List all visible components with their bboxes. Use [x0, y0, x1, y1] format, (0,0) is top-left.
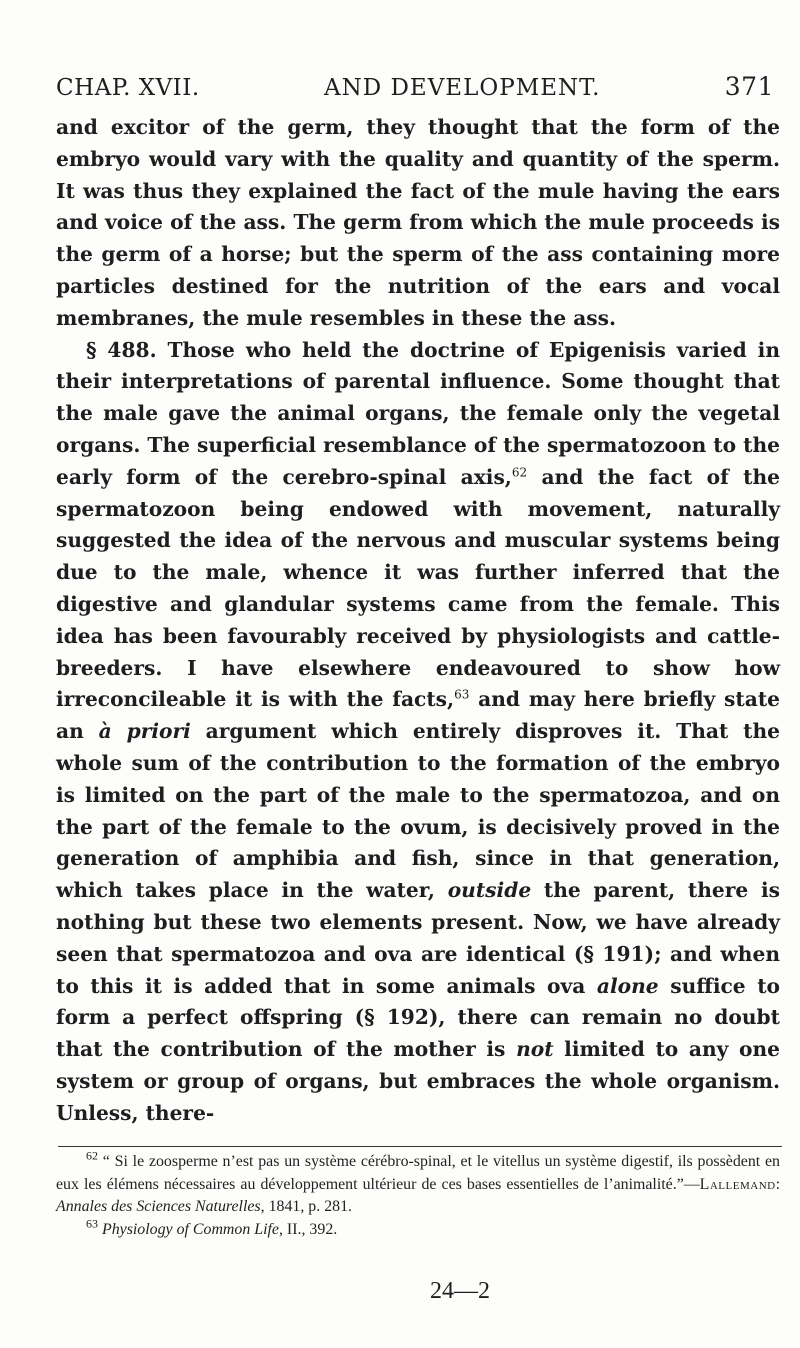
footnote-divider — [58, 1146, 782, 1147]
footnote-text: : — [775, 1175, 780, 1193]
footnote-author: Lallemand — [699, 1175, 776, 1193]
chapter-label: CHAP. XVII. — [56, 75, 200, 101]
body-text — [56, 112, 780, 1130]
text-run: the parent, there is nothing but these two elements present. Now, we have already seen that spermatozoa and ova are identical (§ 191); and when to this it is added that in some animals ova — [56, 878, 781, 998]
footnote-text: “ Si le zoosperme n’est pas un système cérébro-spinal, et le vitellus un système digestif, ils possèdent en eux les élémens nécessaires au développement ultérieur de ces bases essentielles de l’animalité.”— — [56, 1153, 780, 1193]
text-run: § 488. Those who held the doctrine of Epigenisis varied in their interpretations of parental influence. Some thought that the male gave the animal organs, the female only the vegetal organs. The superficial resemblance of the spermatozoon to the early form of the cerebro-spinal axis, — [56, 337, 780, 489]
italic-term: alone — [596, 973, 659, 998]
footnote-journal: Annales des Sciences Naturelles — [56, 1198, 261, 1216]
text-run: and may here briefly state an — [56, 687, 780, 744]
footnote-number: 63 — [86, 1216, 98, 1231]
text-run: argument which entirely disproves it. That the whole sum of the contribution to the formation of the embryo is limited on the part of the male to the spermatozoa, and on the part of the female to the ovum, is decisively proved in the generation of amphibia and fish, since in that generation, which takes place in the water, — [56, 719, 780, 903]
footnote-62 — [56, 1148, 780, 1219]
footnote-number: 62 — [86, 1148, 98, 1163]
running-head — [56, 72, 774, 101]
text-run: and the fact of the spermatozoon being endowed with movement, naturally suggested the idea of the nervous and muscular systems being due to the male, whence it was further inferred that the digestive and glandular systems came from the female. This idea has been favourably received by physiologists and cattle-breeders. I have elsewhere endeavoured to show how irreconcileable it is with the facts, — [56, 464, 780, 712]
footnotes — [56, 1148, 780, 1241]
footnote-text: , II., 392. — [278, 1220, 338, 1238]
italic-term: outside — [447, 878, 532, 903]
text-run: suffice to form a perfect offspring (§ 192), there can remain no doubt that the contribution of the mother is — [56, 973, 781, 1062]
italic-term: à priori — [98, 719, 191, 744]
page-number: 371 — [724, 72, 774, 101]
text-run: limited to any one system or group of organs, but embraces the whole organism. Unless, there- — [56, 1037, 781, 1125]
italic-term: not — [516, 1037, 554, 1062]
paragraph — [56, 112, 780, 335]
paragraph-section-488 — [56, 335, 780, 1130]
running-title: AND DEVELOPMENT. — [323, 75, 601, 101]
signature-mark: 24—2 — [430, 1278, 490, 1304]
footnote-text: , 1841, p. 281. — [260, 1198, 352, 1216]
footnote-ref-63[interactable]: 63 — [454, 687, 470, 702]
footnote-book-title: Physiology of Common Life — [101, 1220, 279, 1238]
footnote-ref-62[interactable]: 62 — [511, 465, 528, 480]
paragraph-text: and excitor of the germ, they thought that the form of the embryo would vary with the quality and quantity of the sperm. It was thus they explained the fact of the mule having the ears and voice of the ass. The germ from which the mule proceeds is the germ of a horse; but the sperm of the ass containing more particles destined for the nutrition of the ears and vocal membranes, the mule resembles in these the ass. — [56, 115, 780, 330]
footnote-63 — [56, 1216, 780, 1242]
